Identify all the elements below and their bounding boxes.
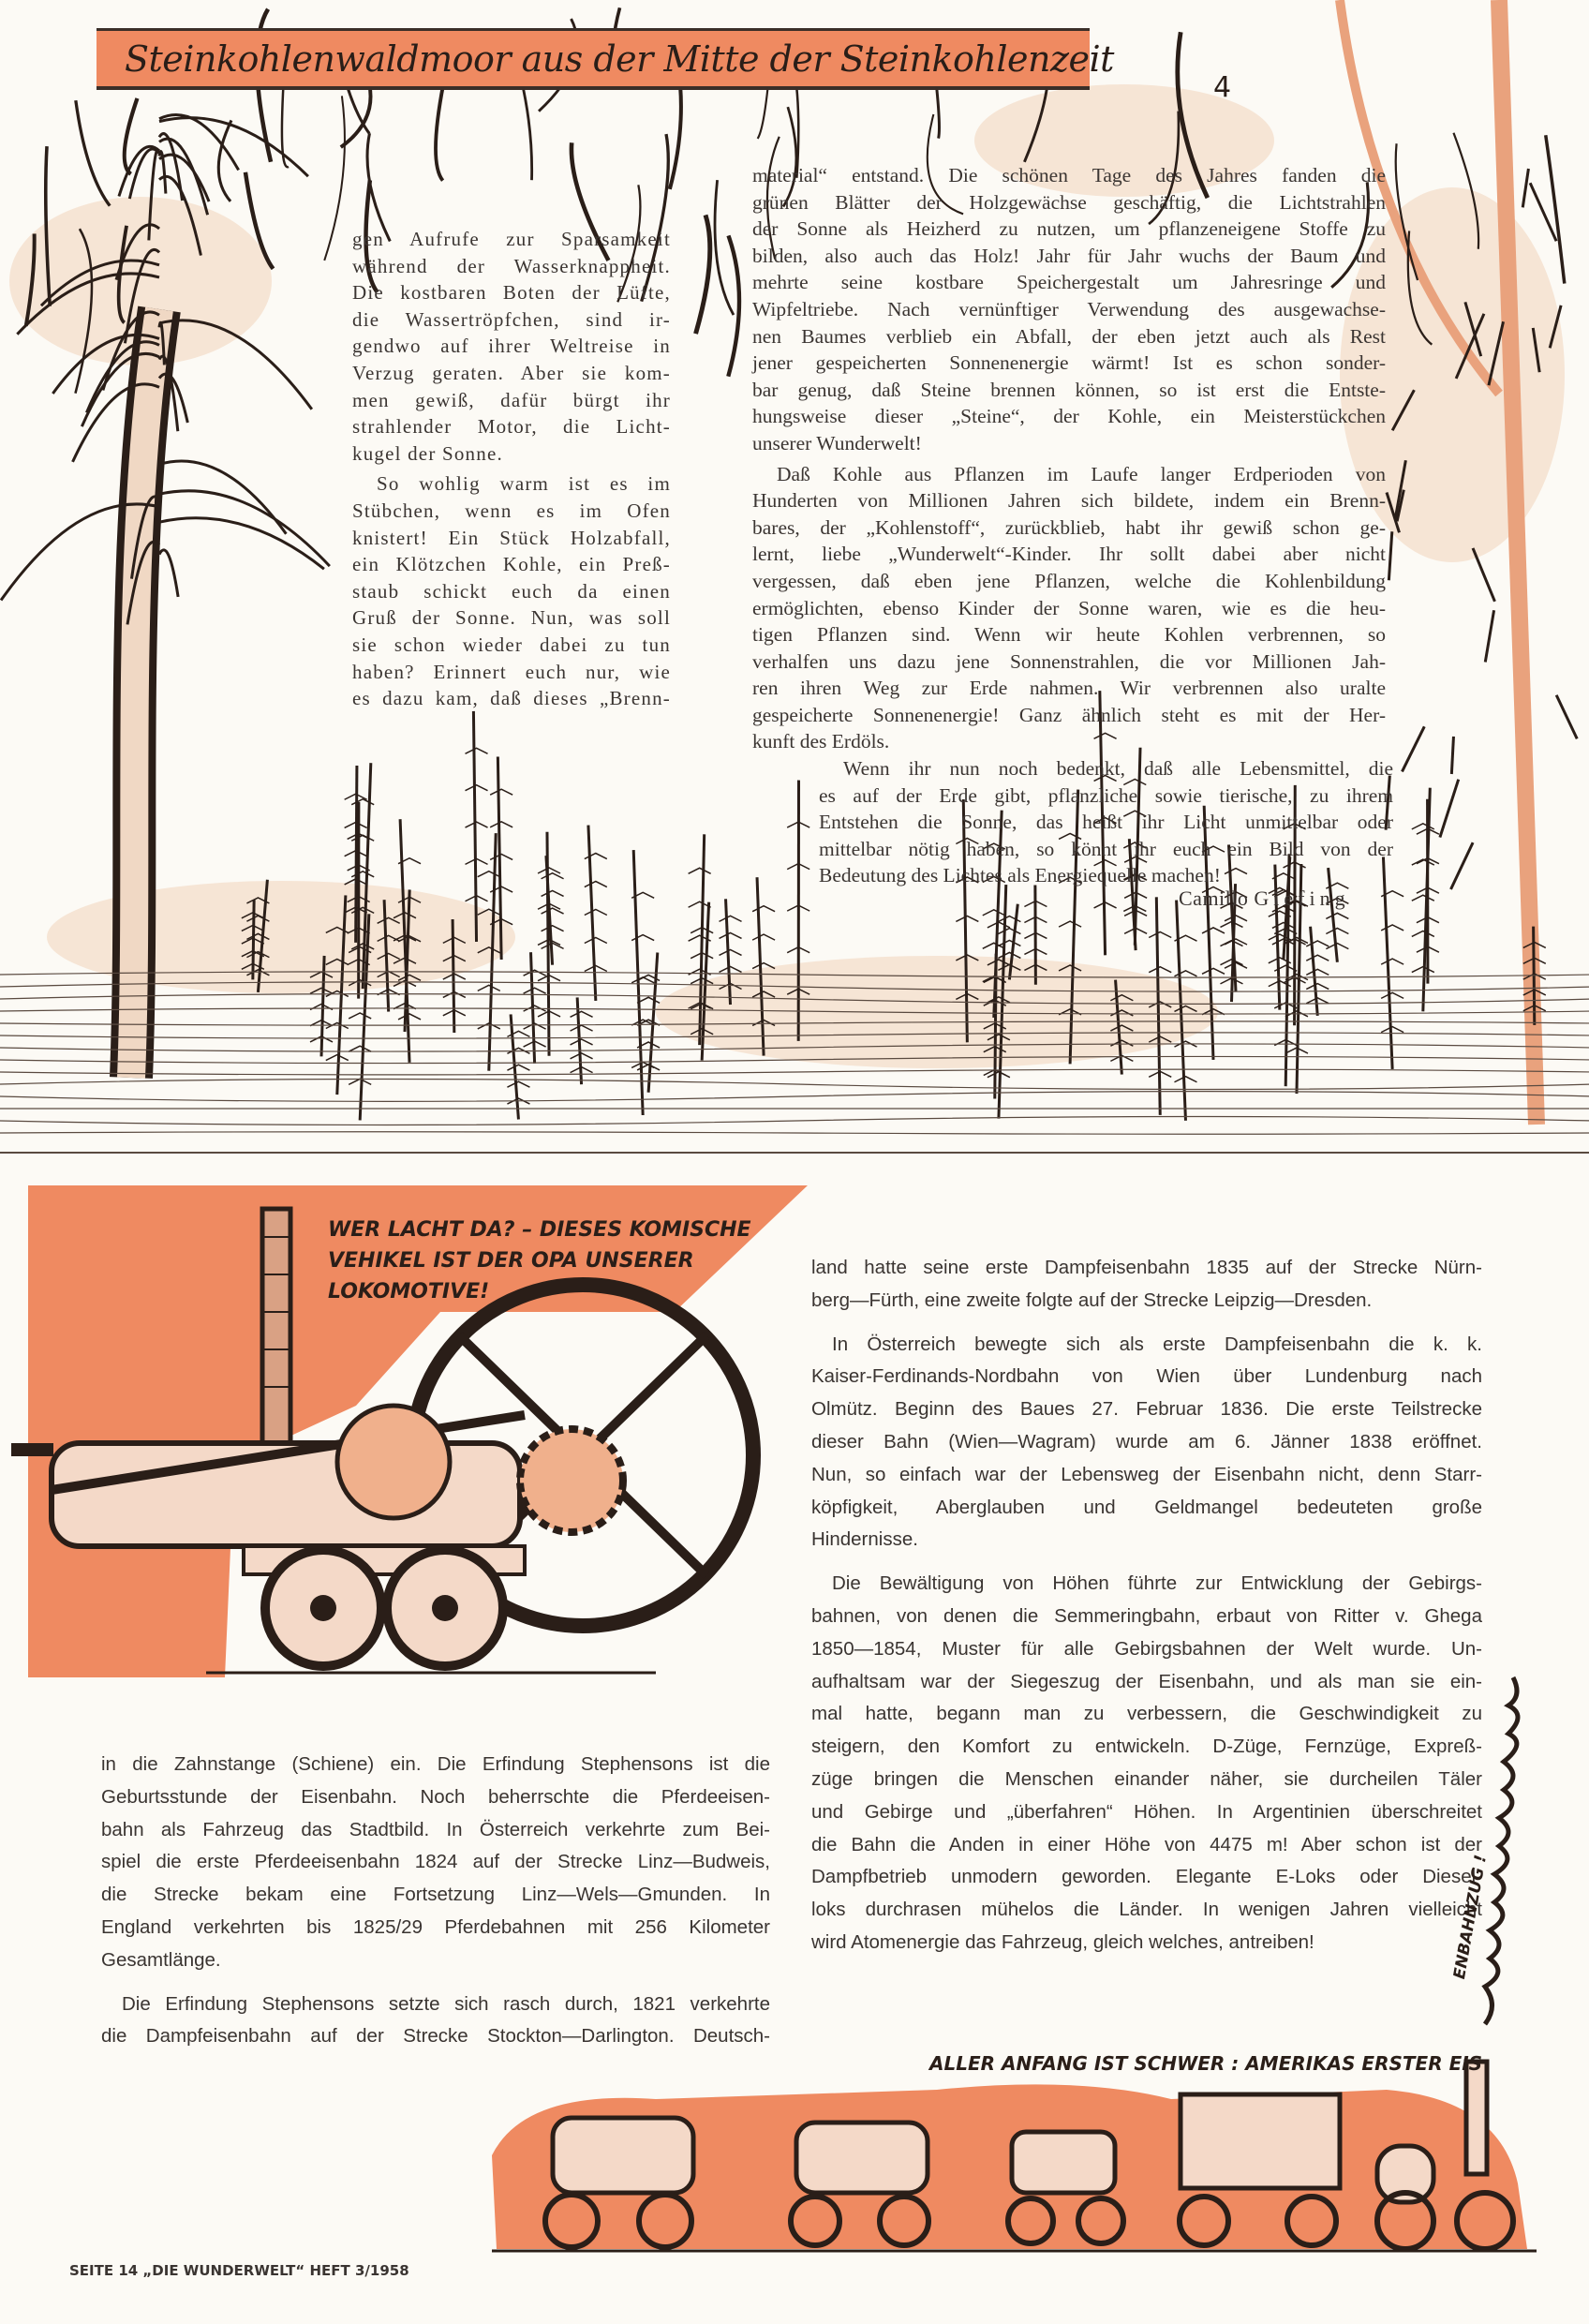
text-line: Stübchen, wenn es im Ofen <box>352 499 671 522</box>
text-line: spiel die erste Pferdeeisenbahn 1824 auf der Strecke Linz—Budweis, <box>101 1851 770 1873</box>
text-line: 1850—1854, Muster für alle Gebirgsbahnen der Welt wurde. Un- <box>811 1637 1482 1660</box>
text-line: mittelbar nötig haben, so könnt ihr euch ein Bild von der <box>819 837 1393 860</box>
text-line: bar genug, daß Steine brennen können, so ist erst die Entste- <box>752 378 1386 401</box>
locomotive-caption <box>328 1214 751 1307</box>
text-line: In Österreich bewegte sich als erste Dampfeisenbahn die k. k. <box>832 1333 1482 1355</box>
paragraph <box>752 162 1386 457</box>
text-line: die Bahn die Anden in einer Höhe von 4475 m! Aber schon ist der <box>811 1833 1482 1855</box>
text-line: ren ihren Weg zur Erde nahmen. Wir verbrennen also uralte <box>752 677 1386 700</box>
train-caption-vertical: ENBAHNZUG ! <box>1450 1853 1491 1981</box>
text-line: die Strecke bekam eine Fortsetzung Linz—Wels—Gmunden. In <box>101 1884 770 1906</box>
text-line: kunft des Erdöls. <box>752 730 890 753</box>
text-line: nen Baumes verblieb ein Abfall, der eben jetzt auch als Rest <box>752 324 1386 348</box>
text-line: Dampfbetrieb unmodern geworden. Elegante E-Loks oder Diesel- <box>811 1866 1482 1888</box>
top-right-column <box>752 162 1386 759</box>
text-line: züge bringen die Menschen einander näher, sie durcheilen Täler <box>811 1767 1482 1790</box>
text-line: während der Wasserknappheit. <box>352 254 671 277</box>
text-line: Gesamtlänge. <box>101 1948 221 1971</box>
text-line: Wenn ihr nun noch bedenkt, daß alle Lebensmittel, die <box>843 757 1393 780</box>
text-line: bilden, also auch das Holz! Jahr für Jahr wuchs der Baum und <box>752 244 1386 267</box>
text-line: loks durchrasen mühelos die Länder. In wenigen Jahren vielleicht <box>811 1899 1482 1921</box>
text-line: lernt, liebe „Wunderwelt“-Kinder. Ihr sollt dabei aber nicht <box>752 543 1386 566</box>
text-line: gen Aufrufe zur Sparsamkeit <box>352 228 671 250</box>
text-line: material“ entstand. Die schönen Tage des Jahres fanden die <box>752 164 1386 186</box>
page-marker: 4 <box>1213 71 1232 104</box>
text-line: wird Atomenergie das Fahrzeug, gleich welches, antreiben! <box>811 1930 1314 1953</box>
text-line: land hatte seine erste Dampfeisenbahn 1835 auf der Strecke Nürn- <box>811 1257 1482 1278</box>
text-line: haben? Erinnert euch nur, wie <box>352 660 671 683</box>
text-line: ermöglichten, ebenso Kinder der Sonne waren, wie es die heu- <box>752 596 1386 619</box>
text-line: dieser Bahn (Wien—Wagram) wurde am 6. Jänner 1838 eröffnet. <box>811 1430 1482 1452</box>
text-line: mehrte seine kostbare Speichergestalt um Jahresringe und <box>752 271 1386 294</box>
caption-line: LOKOMOTIVE! <box>328 1280 490 1304</box>
text-line: Entstehen die Sonne, das heißt ihr Licht unmittelbar oder <box>819 811 1393 834</box>
train-caption: ALLER ANFANG IST SCHWER : AMERIKAS ERSTER EIS <box>929 2052 1483 2075</box>
text-line: grünen Blätter der Holzgewächse geschäftig, die Lichtstrahlen <box>752 190 1386 214</box>
text-line: Nun, so einfach war der Lebensweg der Eisenbahn nicht, denn Starr- <box>811 1463 1482 1485</box>
text-line: der Sonne als Heizherd zu nutzen, um pflanzeneigene Stoffe zu <box>752 217 1386 241</box>
text-line: Daß Kohle aus Pflanzen im Laufe langer Erdperioden von <box>777 462 1386 485</box>
text-line: es auf der Erde gibt, pflanzliche sowie tierische, zu ihrem <box>819 783 1393 807</box>
paragraph <box>101 1749 770 1977</box>
text-line: verhalfen uns dazu jene Sonnenstrahlen, die vor Millionen Jah- <box>752 649 1386 673</box>
page-footer: SEITE 14 „DIE WUNDERWELT“ HEFT 3/1958 <box>69 2262 409 2279</box>
paragraph <box>819 755 1393 889</box>
text-line: Olmütz. Beginn des Baues 27. Februar 1836. Die erste Teilstrecke <box>811 1398 1482 1421</box>
text-line: staub schickt euch da einen <box>352 579 671 603</box>
author-first-name: Camillo <box>1179 886 1249 910</box>
text-line: jener gespeicherten Sonnenenergie wärmt! Ist es schon sonder- <box>752 351 1386 375</box>
text-line: mal hatte, begann man zu verbessern, die Geschwindigkeit zu <box>811 1703 1482 1725</box>
text-line: Die kostbaren Boten der Lüfte, <box>352 281 671 305</box>
text-line: unserer Wunderwelt! <box>752 431 922 454</box>
text-line: Bedeutung des Lichtes als Energiequelle machen! <box>819 864 1221 887</box>
text-line: tigen Pflanzen sind. Wenn wir heute Kohlen verbrennen, so <box>752 623 1386 647</box>
paragraph <box>811 1568 1482 1959</box>
text-line: gendwo auf ihrer Weltreise in <box>352 335 671 358</box>
text-line: berg—Fürth, eine zweite folgte auf der Strecke Leipzig—Dresden. <box>811 1289 1373 1311</box>
top-left-column <box>352 226 671 716</box>
caption-line: WER LACHT DA? – DIESES KOMISCHE <box>328 1218 751 1242</box>
bottom-right-column <box>811 1252 1482 1971</box>
smoke-scribble <box>1485 1677 1518 2024</box>
text-line: Gruß der Sonne. Nun, was soll <box>352 606 671 630</box>
text-line: in die Zahnstange (Schiene) ein. Die Erfindung Stephensons ist die <box>101 1753 770 1775</box>
text-line: ein Klötzchen Kohle, ein Preß- <box>352 553 671 576</box>
text-line: Die Bewältigung von Höhen führte zur Entwicklung der Gebirgs- <box>832 1572 1482 1595</box>
text-line: hungsweise dieser „Steine“, der Kohle, ein Meisterstückchen <box>752 405 1386 428</box>
text-line: Kaiser-Ferdinands-Nordbahn von Wien über Lundenburg nach <box>811 1365 1482 1388</box>
closing-paragraph <box>819 755 1393 893</box>
text-line: aufhaltsam war der Siegeszug der Eisenbahn, und als man sie ein- <box>811 1670 1482 1692</box>
text-line: sie schon wieder dabei zu tun <box>352 633 671 656</box>
text-line: bahnen, von denen die Semmeringbahn, erbaut von Ritter v. Ghega <box>811 1604 1482 1627</box>
text-line: Geburtsstunde der Eisenbahn. Noch beherrschte die Pferdeeisen- <box>101 1785 770 1808</box>
text-line: bares, der „Kohlenstoff“, zurückblieb, habt ihr gewiß schon ge- <box>752 515 1386 539</box>
paragraph <box>811 1329 1482 1557</box>
paragraph <box>101 1989 770 2054</box>
text-line: es dazu kam, daß dieses „Brenn- <box>352 687 671 710</box>
author-signature <box>1179 886 1350 911</box>
text-line: Hindernisse. <box>811 1528 918 1551</box>
text-line: die Wassertröpfchen, sind ir- <box>352 307 671 331</box>
caption-line: VEHIKEL IST DER OPA UNSERER <box>328 1249 694 1273</box>
text-line: Verzug geraten. Aber sie kom- <box>352 361 671 384</box>
text-line: steigern, den Komfort zu entwickeln. D-Züge, Fernzüge, Expreß- <box>811 1736 1482 1758</box>
text-line: men gewiß, dafür bürgt ihr <box>352 388 671 411</box>
text-line: die Dampfeisenbahn auf der Strecke Stockton—Darlington. Deutsch- <box>101 2025 770 2048</box>
paragraph <box>752 461 1386 756</box>
text-line: So wohlig warm ist es im <box>377 472 671 496</box>
text-line: gespeicherte Sonnenenergie! Ganz ähnlich steht es mit der Her- <box>752 703 1386 726</box>
author-last-name: Giefing <box>1254 886 1350 910</box>
paragraph <box>352 470 671 711</box>
text-line: Hunderten von Millionen Jahren sich bildete, indem ein Brenn- <box>752 489 1386 513</box>
text-line: Wipfeltriebe. Nach vernünftiger Verwendung des ausgewachse- <box>752 297 1386 320</box>
first-american-train-illustration <box>492 2062 1537 2251</box>
text-line: vergessen, daß eben jene Pflanzen, welche die Kohlenbildung <box>752 569 1386 592</box>
article-title: Steinkohlenwaldmoor aus der Mitte der Steinkohlenzeit <box>125 37 1114 80</box>
text-line: England verkehrten bis 1825/29 Pferdebahnen mit 256 Kilometer <box>101 1915 770 1938</box>
paragraph <box>352 226 671 467</box>
text-line: und Gebirge und „überfahren“ Höhen. In Argentinien überschreitet <box>811 1800 1482 1823</box>
text-line: kugel der Sonne. <box>352 441 503 465</box>
text-line: Die Erfindung Stephensons setzte sich rasch durch, 1821 verkehrte <box>122 1992 770 2015</box>
title-banner <box>97 28 1114 90</box>
text-line: knistert! Ein Stück Holzabfall, <box>352 526 671 549</box>
text-line: köpfigkeit, Aberglauben und Geldmangel bedeuteten große <box>811 1496 1482 1518</box>
text-line: bahn als Fahrzeug das Stadtbild. In Österreich verkehrte zum Bei- <box>101 1818 770 1840</box>
text-line: strahlender Motor, die Licht- <box>352 415 671 439</box>
paragraph <box>811 1252 1482 1318</box>
bottom-left-column <box>101 1749 770 2064</box>
